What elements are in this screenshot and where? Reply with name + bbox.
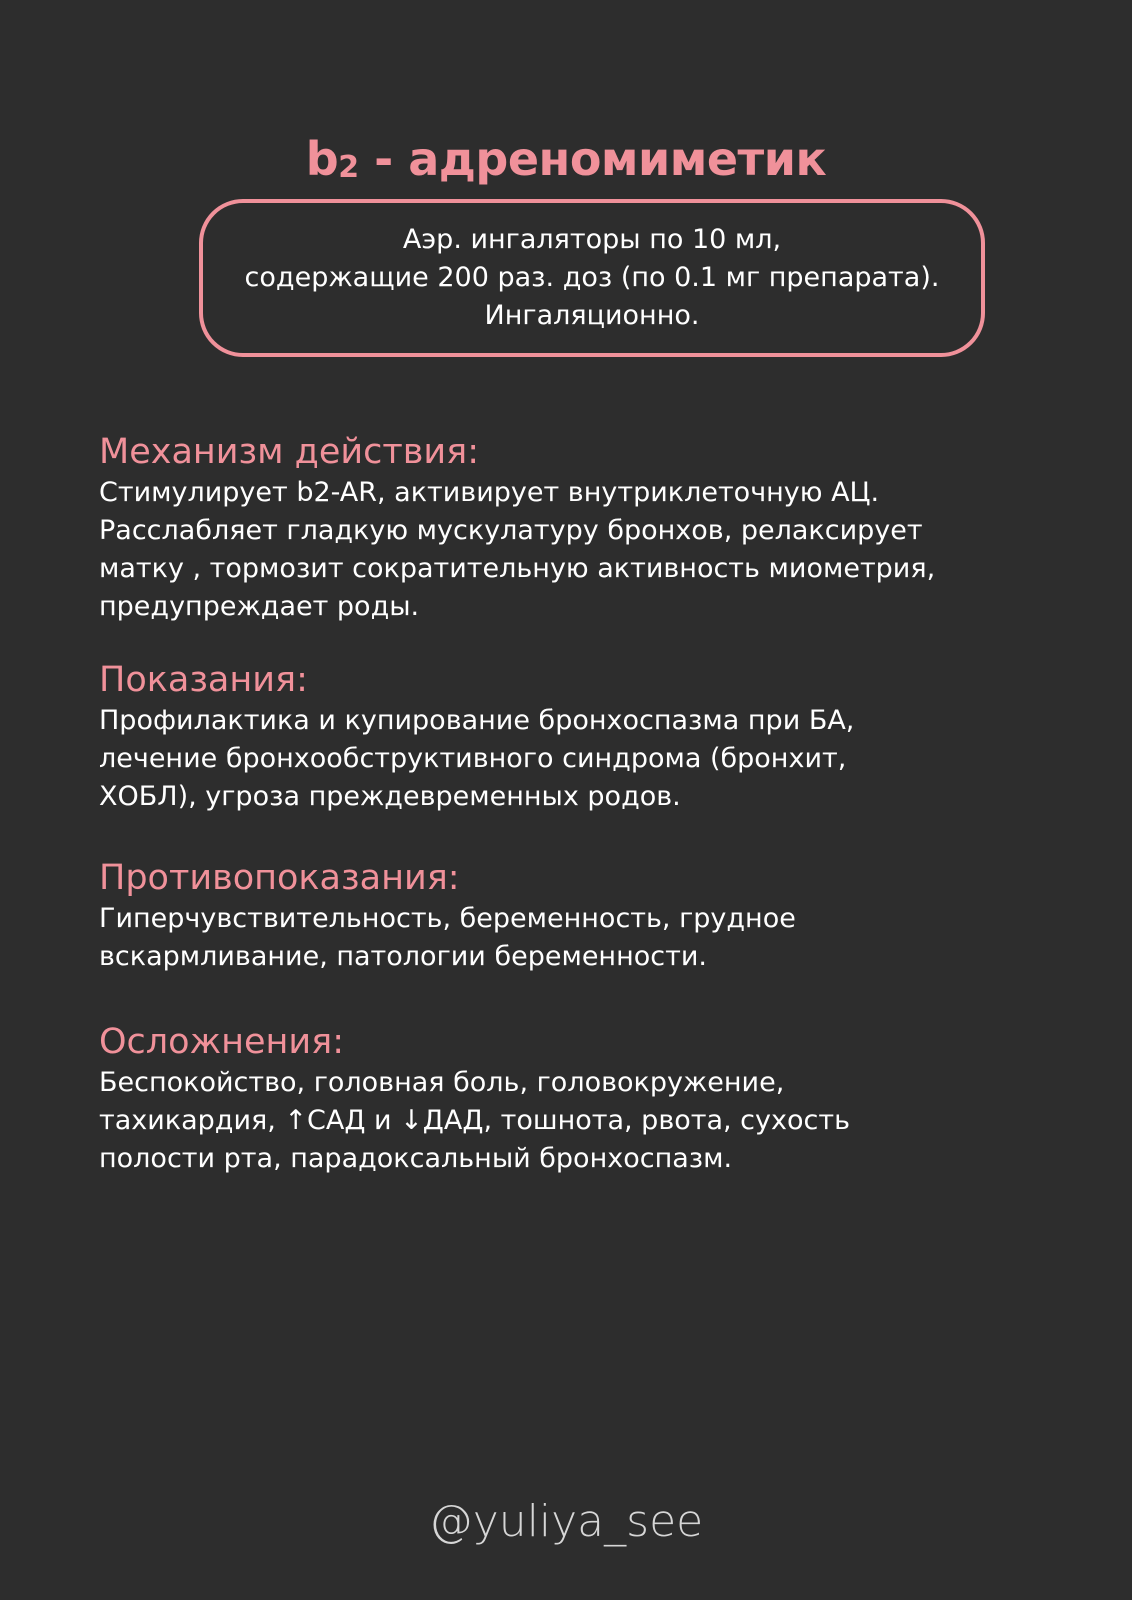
section-contraindications xyxy=(99,856,1039,976)
section-heading: Осложнения: xyxy=(99,1022,344,1062)
body-line: тахикардия, ↑САД и ↓ДАД, тошнота, рвота, сухость xyxy=(99,1105,850,1136)
section-mechanism xyxy=(99,430,1039,626)
title-prefix: b xyxy=(305,131,339,186)
section-body xyxy=(99,474,1039,626)
dosage-line-3: Ингаляционно. xyxy=(484,300,700,331)
body-line: лечение бронхообструктивного синдрома (бронхит, xyxy=(99,743,847,774)
section-body xyxy=(99,900,1039,976)
dosage-info-box xyxy=(199,199,985,357)
title-suffix: - адреномиметик xyxy=(358,131,827,186)
section-heading: Показания: xyxy=(99,660,308,700)
body-line: Беспокойство, головная боль, головокружение, xyxy=(99,1067,785,1098)
section-heading: Механизм действия: xyxy=(99,432,479,472)
body-line: Профилактика и купирование бронхоспазма при БА, xyxy=(99,705,855,736)
section-body xyxy=(99,702,1039,816)
body-line: ХОБЛ), угроза преждевременных родов. xyxy=(99,781,681,812)
body-line: Расслабляет гладкую мускулатуру бронхов, релаксирует xyxy=(99,515,923,546)
body-line: предупреждает роды. xyxy=(99,591,420,622)
body-line: вскармливание, патологии беременности. xyxy=(99,941,707,972)
body-line: матку , тормозит сократительную активность миометрия, xyxy=(99,553,936,584)
section-body xyxy=(99,1064,1039,1178)
dosage-line-1: Аэр. ингаляторы по 10 мл, xyxy=(402,224,782,255)
section-complications xyxy=(99,1020,1039,1178)
section-heading: Противопоказания: xyxy=(99,858,460,898)
dosage-line-2: содержащие 200 раз. доз (по 0.1 мг препарата). xyxy=(244,262,940,293)
page-title xyxy=(0,129,1132,196)
body-line: Стимулирует b2-AR, активирует внутриклеточную АЦ. xyxy=(99,477,880,508)
author-handle: @yuliya_see xyxy=(428,1496,704,1547)
body-line: полости рта, парадоксальный бронхоспазм. xyxy=(99,1143,733,1174)
section-indications xyxy=(99,658,1039,816)
title-subscript: 2 xyxy=(338,149,359,185)
body-line: Гиперчувствительность, беременность, грудное xyxy=(99,903,796,934)
